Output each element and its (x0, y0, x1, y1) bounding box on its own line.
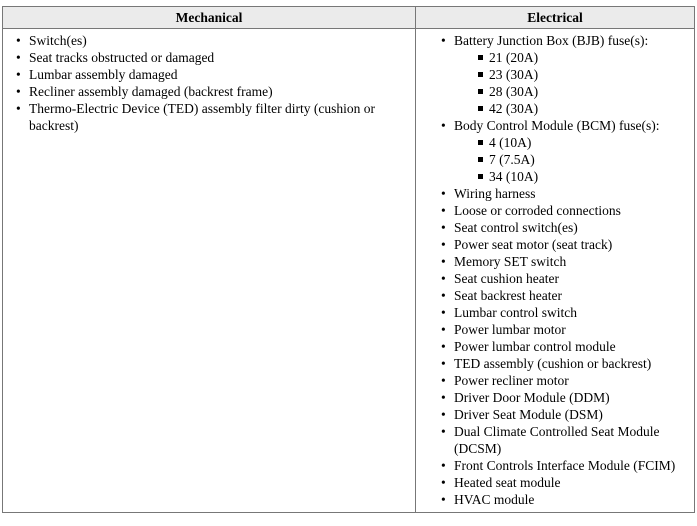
electrical-item-label: Battery Junction Box (BJB) fuse(s): (454, 33, 649, 48)
mechanical-item: • Lumbar assembly damaged (29, 66, 413, 83)
electrical-item (454, 355, 694, 372)
electrical-item-label: Power lumbar motor (454, 322, 566, 337)
electrical-item-label: Lumbar control switch (454, 305, 577, 320)
electrical-list (416, 29, 694, 512)
electrical-cell (416, 29, 695, 513)
electrical-item (454, 219, 694, 236)
electrical-item (454, 117, 694, 185)
fuse-item: 4 (10A) (489, 134, 694, 151)
content-row (3, 29, 695, 513)
electrical-item (454, 287, 694, 304)
mechanical-list (3, 29, 415, 138)
electrical-item-label: Wiring harness (454, 186, 536, 201)
fuse-list (454, 49, 694, 117)
electrical-item-label: Heated seat module (454, 475, 561, 490)
mechanical-header: Mechanical (3, 7, 416, 29)
electrical-item-label: Seat cushion heater (454, 271, 559, 286)
electrical-item (454, 185, 694, 202)
mechanical-item: • Thermo-Electric Device (TED) assembly filter dirty (cushion or backrest) (29, 100, 413, 134)
electrical-item (454, 423, 694, 457)
electrical-item (454, 372, 694, 389)
electrical-item-label: Driver Door Module (DDM) (454, 390, 610, 405)
fuse-item: 23 (30A) (489, 66, 694, 83)
electrical-item (454, 202, 694, 219)
fuse-item: 21 (20A) (489, 49, 694, 66)
diagnosis-table (2, 6, 695, 513)
mechanical-cell (3, 29, 416, 513)
mechanical-item: • Recliner assembly damaged (backrest frame) (29, 83, 413, 100)
electrical-item (454, 406, 694, 423)
electrical-item-label: Dual Climate Controlled Seat Module (DCSM) (454, 424, 660, 456)
electrical-item (454, 491, 694, 508)
electrical-item-label: Power recliner motor (454, 373, 569, 388)
electrical-item (454, 236, 694, 253)
electrical-item (454, 338, 694, 355)
fuse-item: 7 (7.5A) (489, 151, 694, 168)
electrical-item-label: Memory SET switch (454, 254, 567, 269)
electrical-item (454, 270, 694, 287)
fuse-item: 42 (30A) (489, 100, 694, 117)
electrical-item-label: Seat backrest heater (454, 288, 562, 303)
electrical-item-label: Front Controls Interface Module (FCIM) (454, 458, 676, 473)
electrical-item-label: Power seat motor (seat track) (454, 237, 613, 252)
fuse-item: 28 (30A) (489, 83, 694, 100)
electrical-item (454, 32, 694, 117)
electrical-header: Electrical (416, 7, 695, 29)
electrical-item-label: Seat control switch(es) (454, 220, 578, 235)
electrical-item-label: Driver Seat Module (DSM) (454, 407, 603, 422)
electrical-item (454, 321, 694, 338)
header-row (3, 7, 695, 29)
electrical-item (454, 304, 694, 321)
mechanical-item: • Seat tracks obstructed or damaged (29, 49, 413, 66)
electrical-item-label: TED assembly (cushion or backrest) (454, 356, 652, 371)
fuse-item: 34 (10A) (489, 168, 694, 185)
electrical-item (454, 389, 694, 406)
electrical-item (454, 253, 694, 270)
electrical-item-label: HVAC module (454, 492, 535, 507)
electrical-item (454, 457, 694, 474)
fuse-list (454, 134, 694, 185)
electrical-item (454, 474, 694, 491)
mechanical-item: • Switch(es) (29, 32, 413, 49)
electrical-item-label: Loose or corroded connections (454, 203, 621, 218)
electrical-item-label: Power lumbar control module (454, 339, 616, 354)
electrical-item-label: Body Control Module (BCM) fuse(s): (454, 118, 660, 133)
